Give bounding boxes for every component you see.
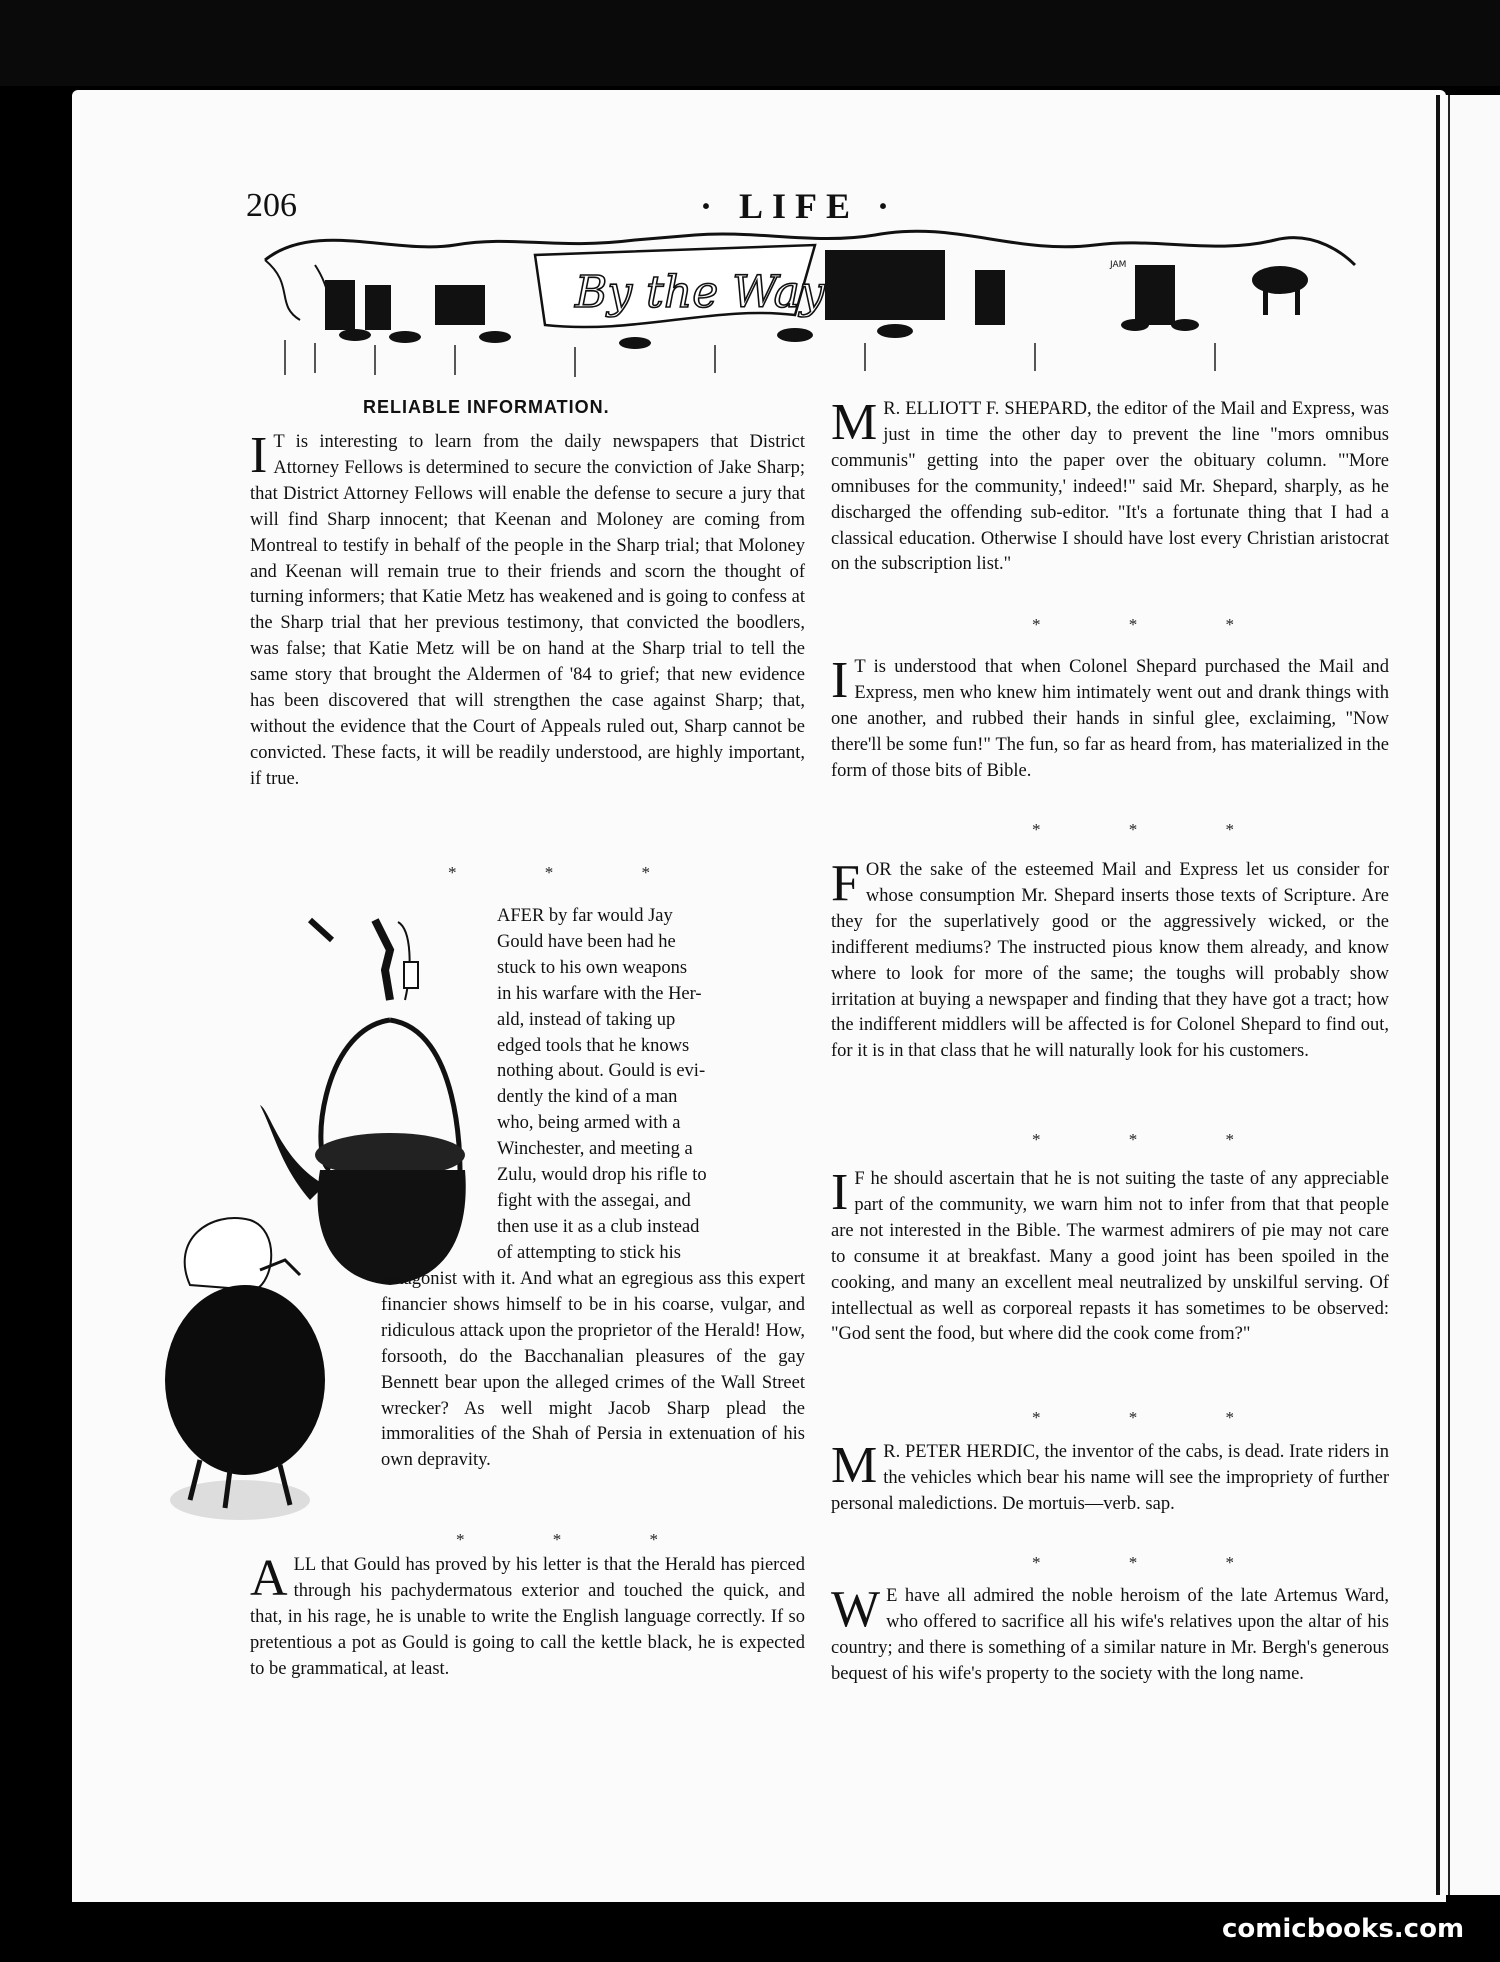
article-heading: RELIABLE INFORMATION.	[363, 397, 610, 417]
right-paragraph-5: M R. PETER HERDIC, the inventor of the cabs, is dead. Irate riders in the vehicles which bear his name will see the impropriety of further personal maledictions. De mortuis—verb. sap.	[831, 1437, 1389, 1514]
drop-cap: M	[831, 394, 878, 451]
masthead-title: · LIFE ·	[700, 186, 899, 226]
page-number: 206	[246, 187, 297, 224]
right-paragraph-6: W E have all admired the noble heroism of the late Artemus Ward, who offered to sacrifice all his wife's relatives upon the altar of his country; and there is something of a similar nature in Mr. Bergh's generous bequest of his wife's property to the society with the long name.	[831, 1581, 1389, 1684]
section-divider: * * *	[456, 1530, 700, 1549]
section-divider: * * *	[1032, 615, 1276, 634]
drop-cap: W	[831, 1581, 881, 1638]
drop-cap: A	[250, 1550, 288, 1607]
drop-cap: I	[831, 652, 849, 709]
page-gutter	[1436, 95, 1440, 1895]
adjacent-page	[1440, 95, 1500, 1895]
left-paragraph-3: ALL that Gould has proved by his letter is that the Herald has pierced through his pachydermatous exterior and touched the quick, and that, in his rage, he is unable to write the English language correctly. If so pretentious a pot as Gould is going to call the kettle black, he is expected to be grammatical, at least.	[250, 1550, 805, 1679]
section-divider: * * *	[1032, 1130, 1276, 1149]
drop-cap: I	[831, 1164, 849, 1221]
section-divider: * * *	[448, 863, 692, 882]
artist-initials: JAM	[1110, 260, 1127, 270]
right-paragraph-1: M R. ELLIOTT F. SHEPARD, the editor of the Mail and Express, was just in time the other day to prevent the line "mors omnibus communis" getting into the paper over the obituary column. "'More omnibuses for the community,' indeed!" said Mr. Shepard, sharply, as he discharged the offending sub-editor. "It's a fortunate thing that I had a classical education. Otherwise I should have lost every Christian aristocrat on the subscription list."	[831, 394, 1389, 575]
right-paragraph-2: I T is understood that when Colonel Shepard purchased the Mail and Express, men who knew him intimately went out and drank things with one another, and rubbed their hands in sinful glee, exclaiming, "Now there'll be some fun!" The fun, so far as heard from, has materialized in the form of those bits of Bible.	[831, 652, 1389, 781]
scan-border-top	[0, 0, 1500, 86]
left-paragraph-2-wrap: AFER by far would Jay Gould have been had he stuck to his own weapons in his warfare with the Her- ald, instead of taking up edged tools that he knows nothing about. Gould is evi- dently the kind of a man who, being armed with a Winchester, and meeting a Zulu, would drop his rifle to fight with the assegai, and then use it as a club instead of attempting to stick his	[497, 906, 707, 1263]
banner-text: By the Way	[575, 267, 825, 318]
drop-cap: F	[831, 855, 860, 912]
site-watermark: comicbooks.com	[1222, 1914, 1465, 1944]
section-divider: * * *	[1032, 1553, 1276, 1572]
left-paragraph-1: I T is interesting to learn from the daily newspapers that District Attorney Fellows is determined to secure the conviction of Jake Sharp; that District Attorney Fellows will enable the defense to secure a jury that will find Sharp innocent; that Keenan and Moloney are coming from Montreal to testify in behalf of the people in the Sharp trial; that Moloney and Keenan will remain true to their friends and scorn the thought of turning informers; that Katie Metz has weakened and is going to confess at the Sharp trial that her previous testimony, that convicted the boodlers, was false; that Katie Metz will be on hand at the Sharp trial to tell the same story that brought the Aldermen of '84 to grief; that new evidence has been discovered that will strengthen the case against Sharp; that, without the evidence that the Court of Appeals ruled out, Sharp cannot be convicted. These facts, it will be readily understood, are highly important, if true.	[250, 427, 805, 789]
right-paragraph-3: FOR the sake of the esteemed Mail and Express let us consider for whose consumption Mr. Shepard inserts those texts of Scripture. Are they for the superlatively good or the aggressively wicked, or the indifferent mediums? The instructed pious know them already, and know where to look for more of the same; the toughs will probably show irritation at buying a newspaper and finding that they have got a tract; how the indifferent middlers will be affected is for Colonel Shepard to find out, for it is in that class that he will naturally look for his customers.	[831, 855, 1389, 1062]
by-the-way-banner-illustration	[255, 225, 1385, 380]
drop-cap: I	[250, 427, 268, 484]
right-paragraph-4: I F he should ascertain that he is not suiting the taste of any appreciable part of the community, we warn him not to infer from that that people are not interested in the Bible. The warmest admirers of pie may not care to consume it at breakfast. Many a good joint has been spoiled in the cooking, and many an excellent meal neutralized by unskilful serving. Of intellectual as well as corporeal repasts it has sometimes to be observed: "God sent the food, but where did the cook come from?"	[831, 1164, 1389, 1345]
drop-cap: M	[831, 1437, 878, 1494]
left-paragraph-2-rest: antagonist with it. And what an egregious ass this expert financier shows himself to be in his coarse, vulgar, and ridiculous attack upon the proprietor of the Herald! How, forsooth, do the Bacchanalian pleasures of the gay Bennett bear upon the alleged crimes of the Wall Street wrecker? As well might Jacob Sharp plead the immoralities of the Shah of Persia in extenuation of his own depravity.	[381, 1269, 805, 1471]
section-divider: * * *	[1032, 1408, 1276, 1427]
section-divider: * * *	[1032, 820, 1276, 839]
